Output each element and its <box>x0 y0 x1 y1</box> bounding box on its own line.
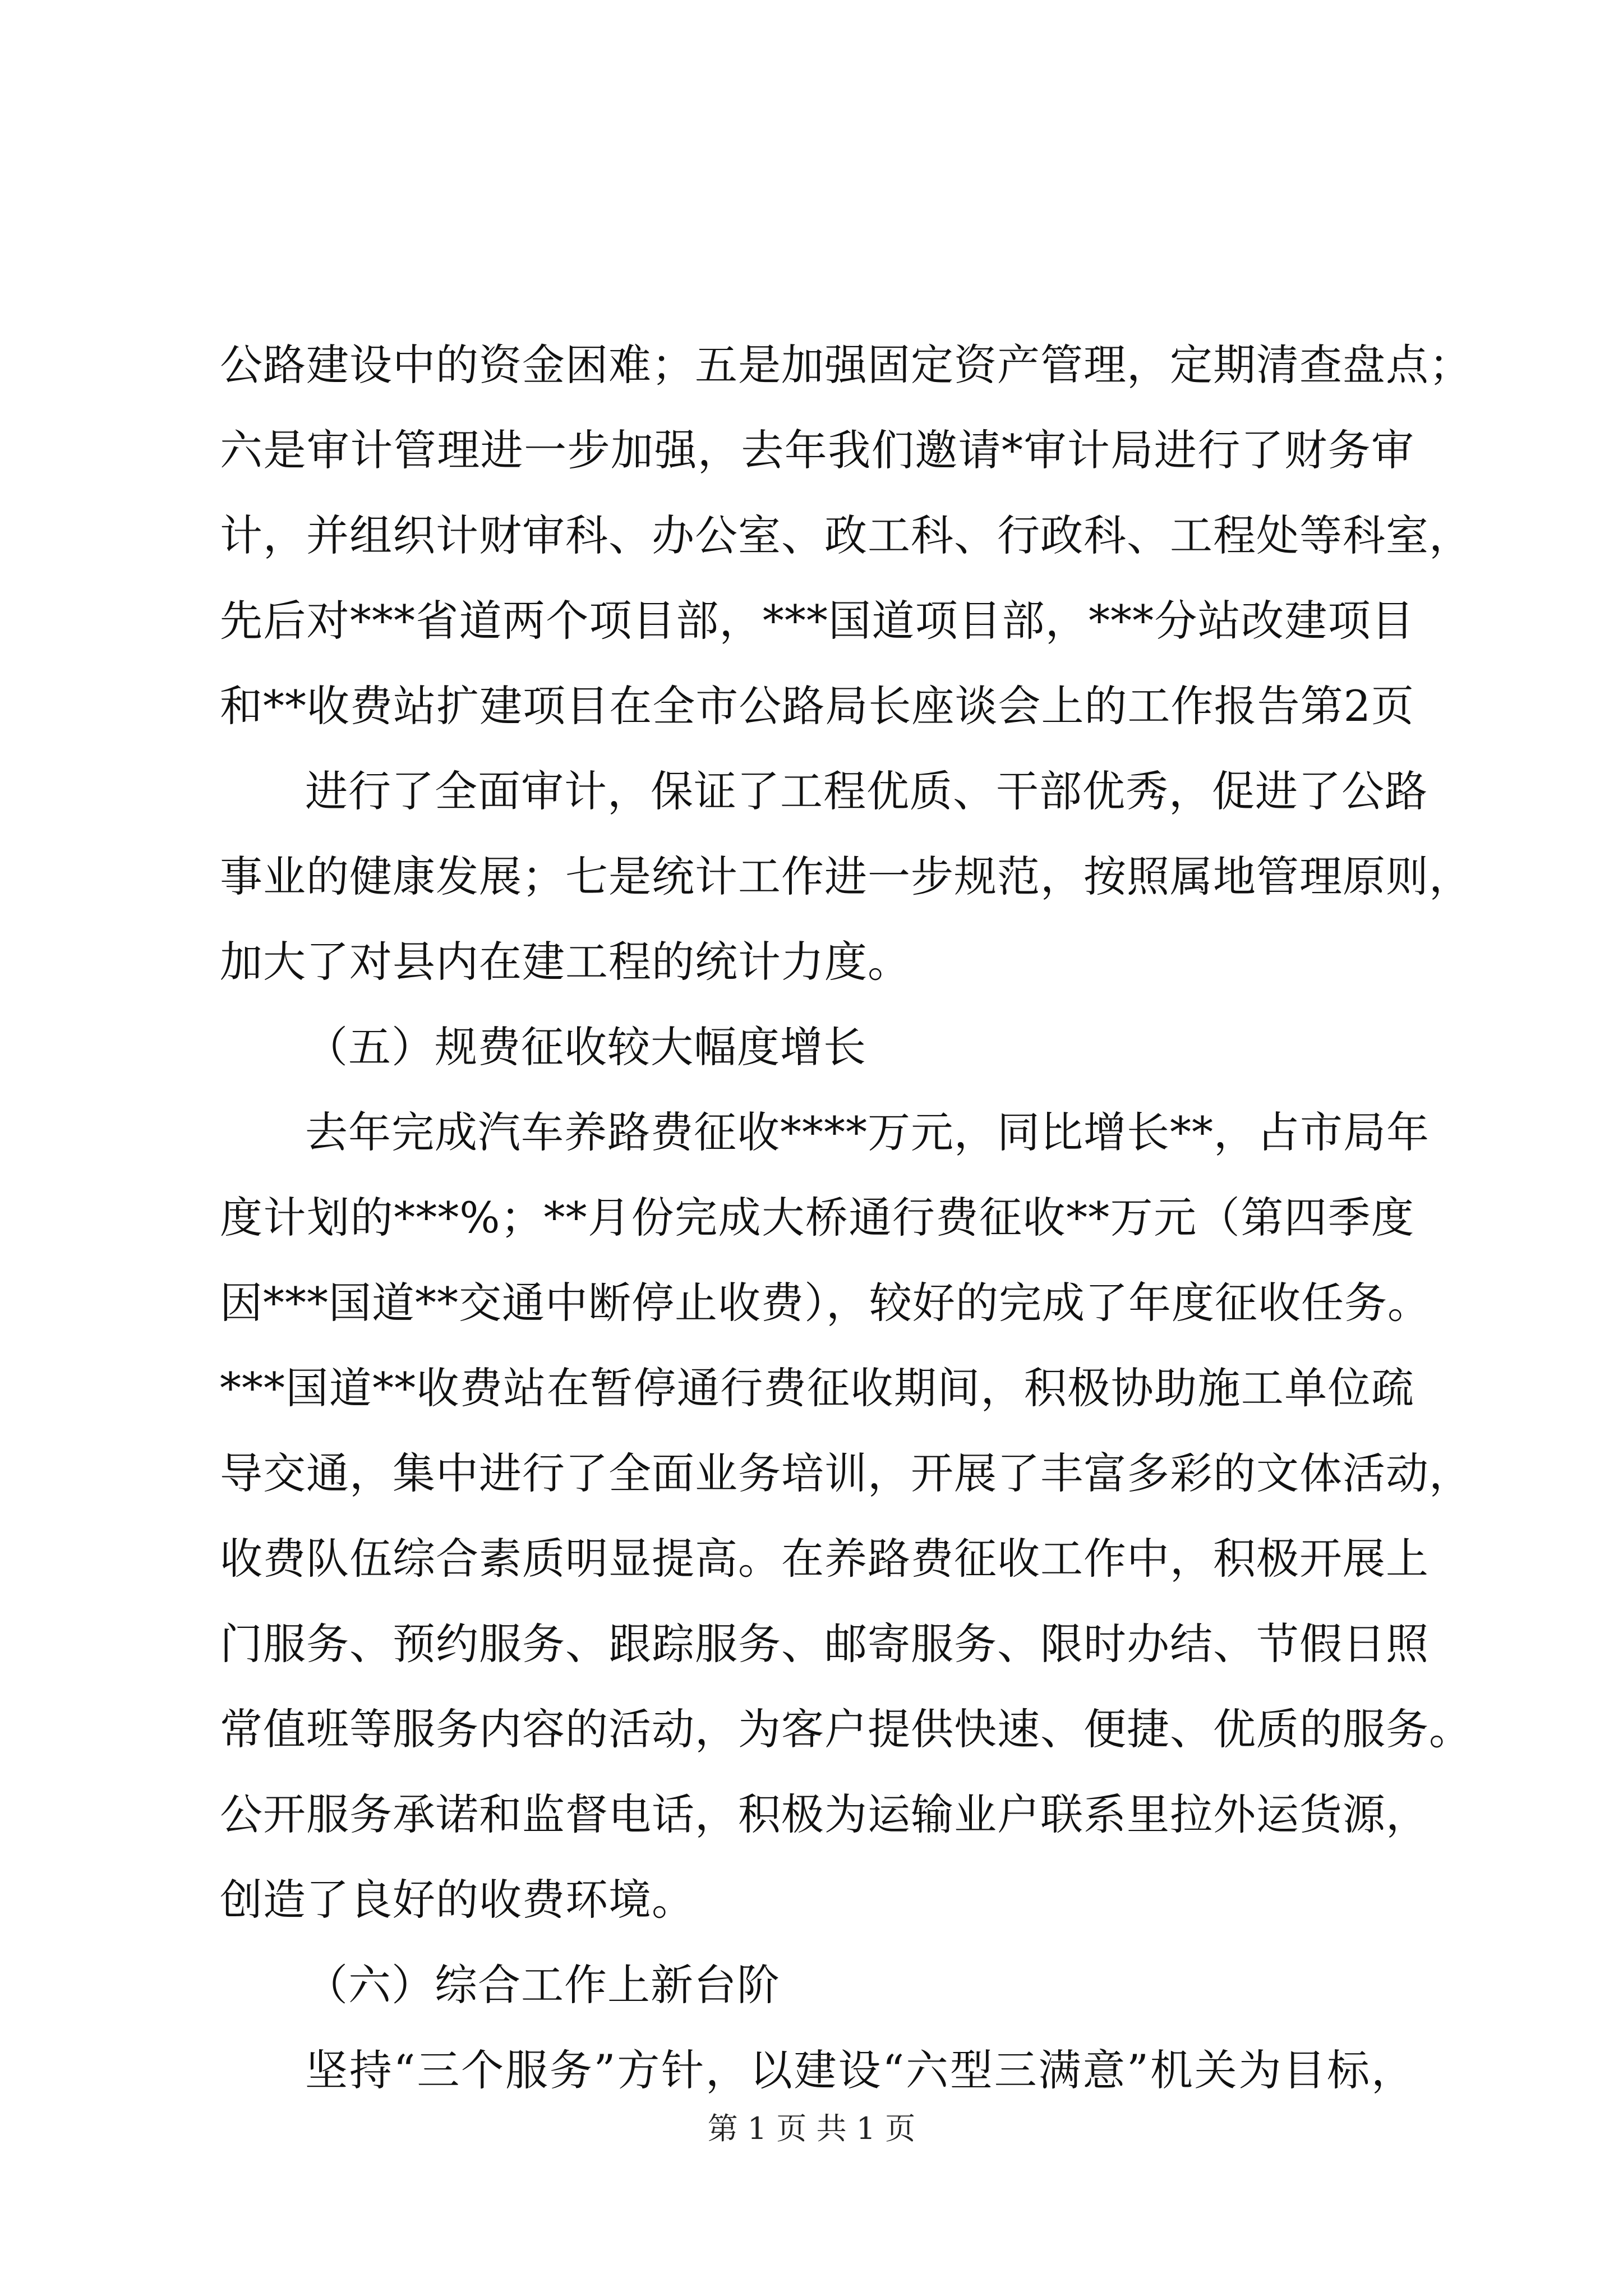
section-heading: （五）规费征收较大幅度增长 <box>305 1022 866 1072</box>
page-number: 第 1 页 共 1 页 <box>707 2111 916 2146</box>
text-line: 创造了良好的收费环境。 <box>220 1875 695 1925</box>
text-line: 计，并组织计财审科、办公室、政工科、行政科、工程处等科室， <box>220 510 1472 560</box>
text-line: 去年完成汽车养路费征收****万元，同比增长**，占市局年 <box>305 1107 1430 1157</box>
text-line: 公开服务承诺和监督电话，积极为运输业户联系里拉外运货源， <box>220 1789 1429 1839</box>
text-line: 度计划的***%；**月份完成大桥通行费征收**万元（第四季度 <box>220 1193 1414 1243</box>
text-line: 公路建设中的资金困难；五是加强固定资产管理，定期清查盘点； <box>220 340 1472 390</box>
text-line: 先后对***省道两个项目部，***国道项目部，***分站改建项目 <box>220 596 1414 646</box>
text-line: 坚持“三个服务”方针，以建设“六型三满意”机关为目标， <box>305 2045 1414 2095</box>
text-line: 事业的健康发展；七是统计工作进一步规范，按照属地管理原则， <box>220 852 1472 901</box>
text-line: ***国道**收费站在暂停通行费征收期间，积极协助施工单位疏 <box>220 1363 1414 1413</box>
text-line: 加大了对县内在建工程的统计力度。 <box>220 937 911 987</box>
text-line: 和**收费站扩建项目在全市公路局长座谈会上的工作报告第2页 <box>220 681 1414 731</box>
text-line: 门服务、预约服务、跟踪服务、邮寄服务、限时办结、节假日照 <box>220 1619 1429 1669</box>
document-body <box>220 323 1472 2113</box>
text-line: 收费队伍综合素质明显提高。在养路费征收工作中，积极开展上 <box>220 1534 1429 1584</box>
text-line: 导交通，集中进行了全面业务培训，开展了丰富多彩的文体活动， <box>220 1448 1472 1498</box>
text-line: 六是审计管理进一步加强，去年我们邀请*审计局进行了财务审 <box>220 425 1414 475</box>
text-line: 进行了全面审计，保证了工程优质、干部优秀，促进了公路 <box>305 766 1428 816</box>
text-line: 常值班等服务内容的活动，为客户提供快速、便捷、优质的服务。 <box>220 1704 1472 1754</box>
section-heading: （六）综合工作上新台阶 <box>305 1960 780 2010</box>
text-line: 因***国道**交通中断停止收费），较好的完成了年度征收任务。 <box>220 1278 1431 1328</box>
